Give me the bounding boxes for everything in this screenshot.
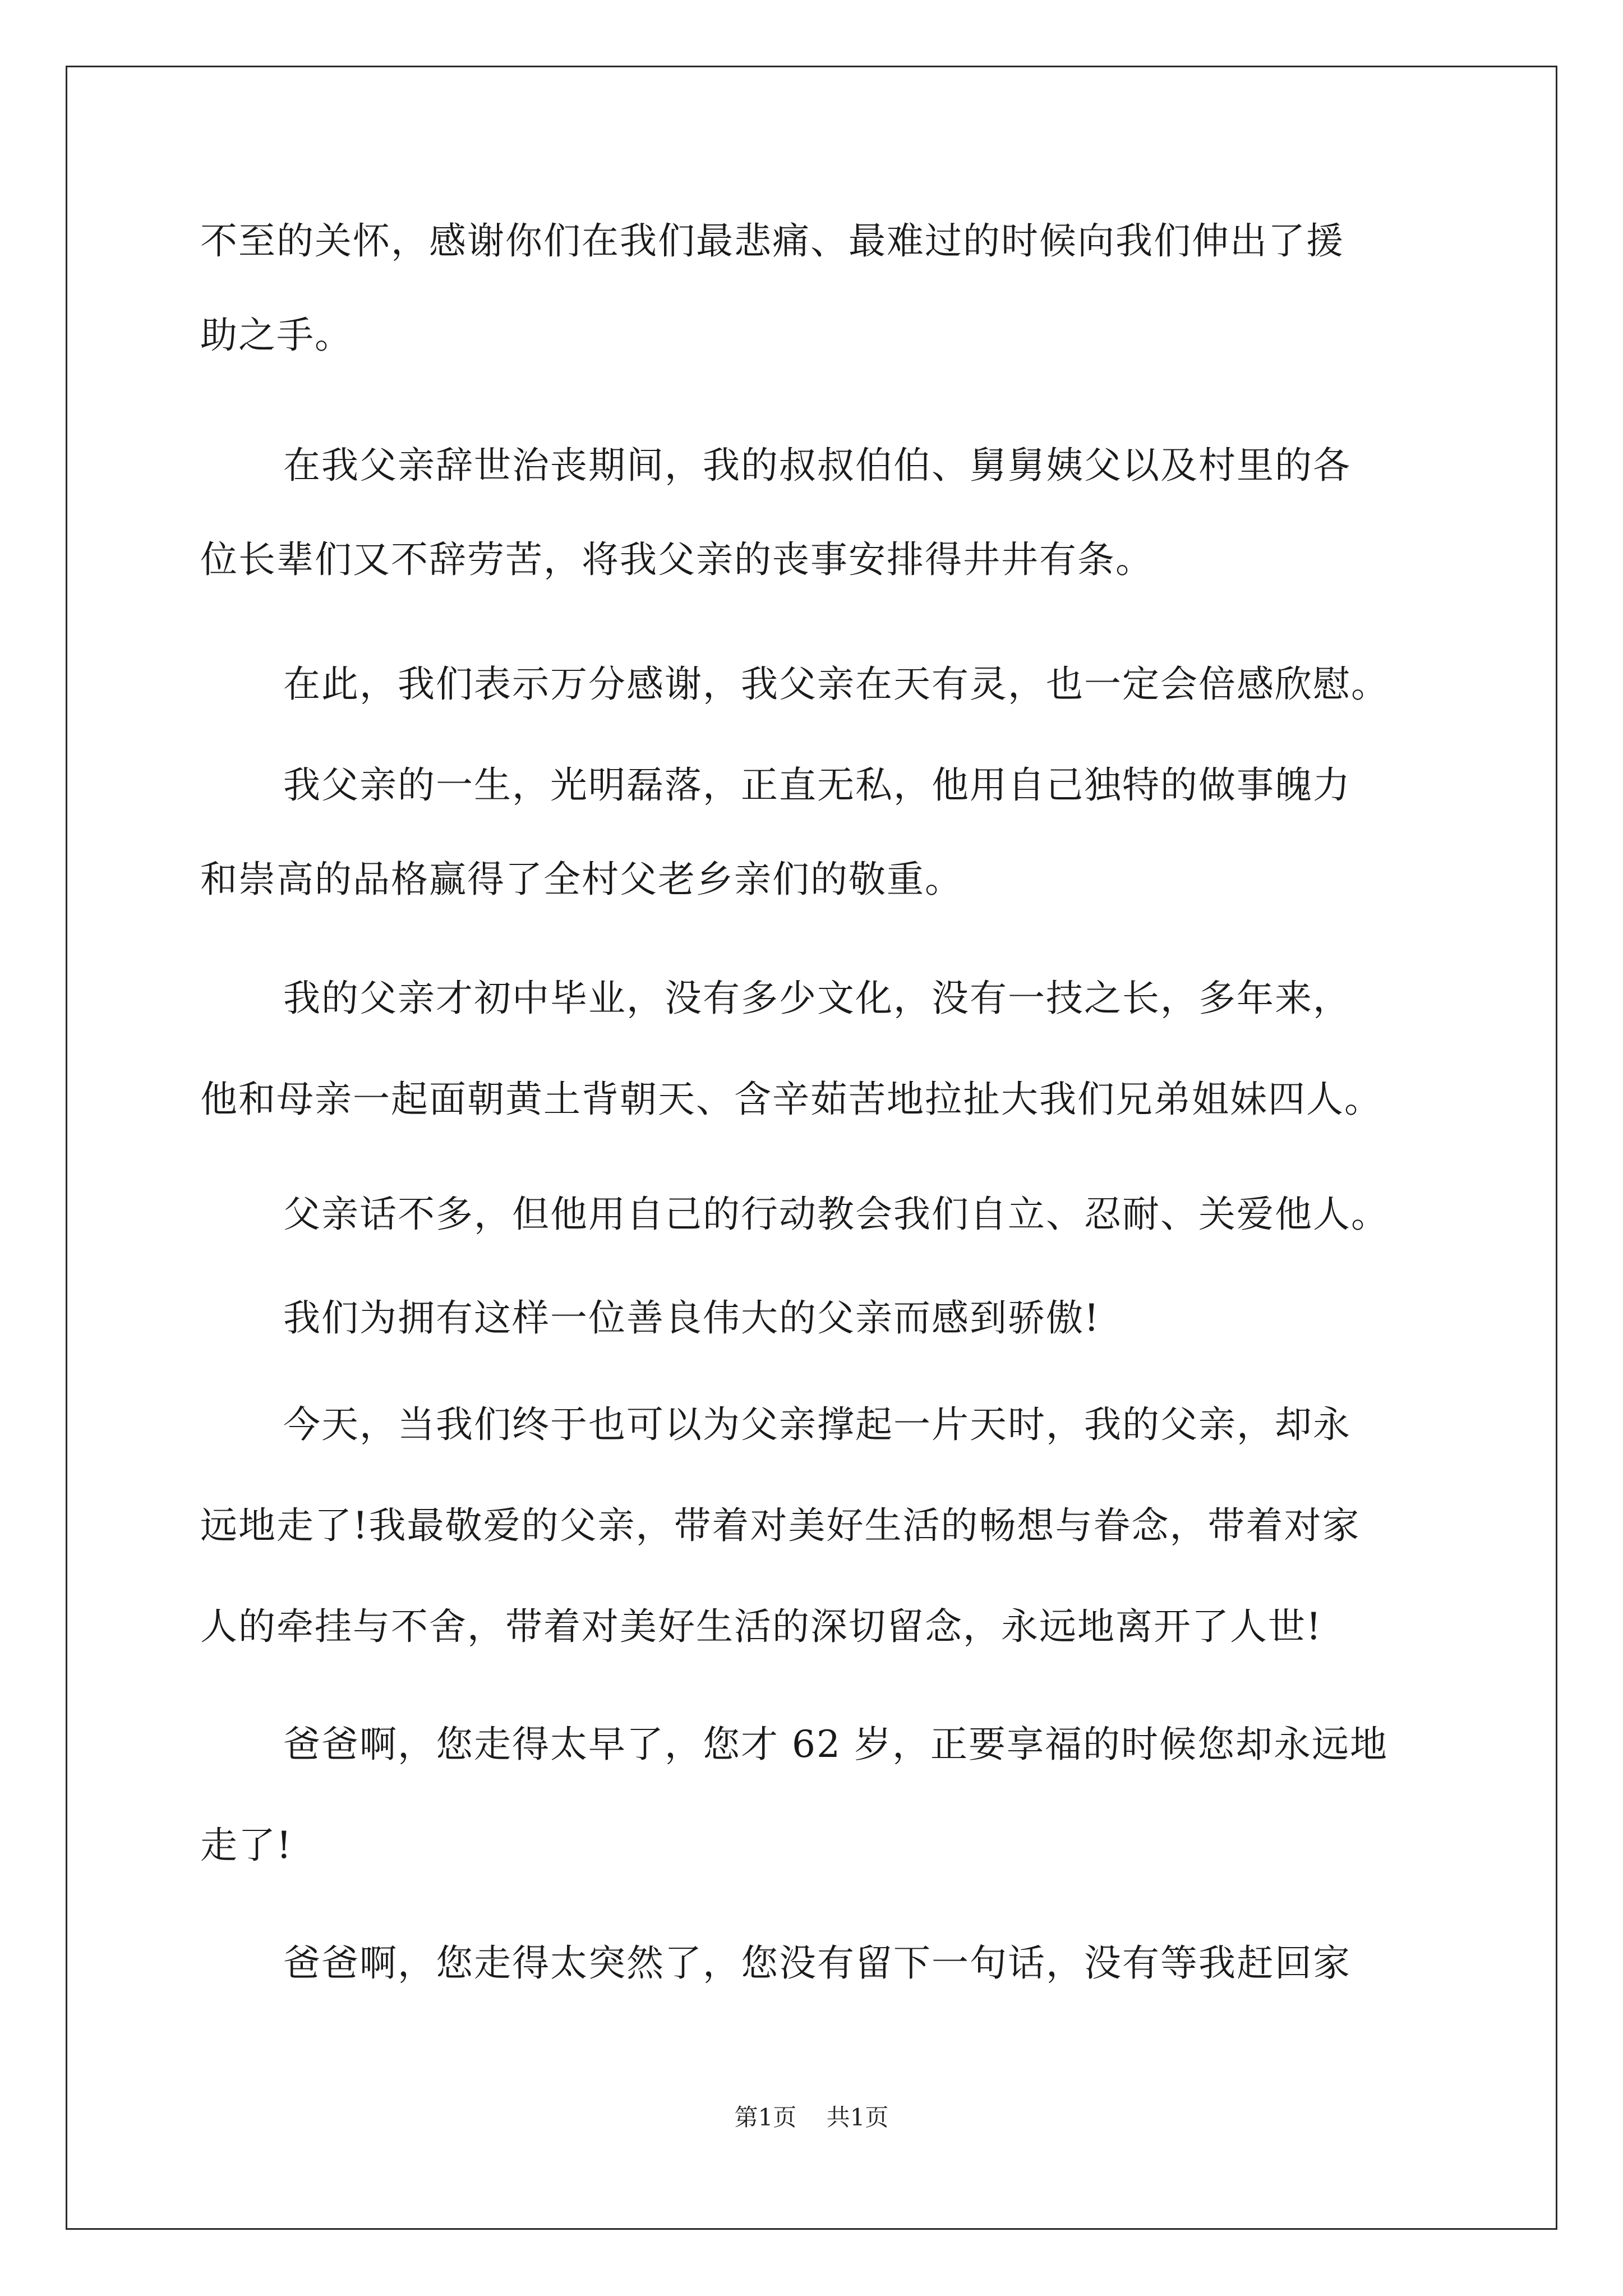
text-line: 助之手。 (200, 314, 353, 357)
text-line: 远地走了!我最敬爱的父亲，带着对美好生活的畅想与眷念，带着对家 (200, 1504, 1361, 1547)
text-line: 我父亲的一生，光明磊落，正直无私，他用自己独特的做事魄力 (283, 763, 1351, 807)
text-line: 不至的关怀，感谢你们在我们最悲痛、最难过的时候向我们伸出了援 (200, 219, 1344, 263)
text-line: 和崇高的品格赢得了全村父老乡亲们的敬重。 (200, 858, 963, 901)
text-line: 人的牵挂与不舍，带着对美好生活的深切留念，永远地离开了人世! (200, 1605, 1322, 1648)
page-footer (0, 2104, 1623, 2132)
text-line: 父亲话不多，但他用自己的行动教会我们自立、忍耐、关爱他人。 (283, 1193, 1389, 1236)
text-line: 我们为拥有这样一位善良伟大的父亲而感到骄傲! (283, 1296, 1100, 1340)
text-line: 走了! (200, 1824, 293, 1867)
page-border (66, 66, 1557, 2230)
text-line: 我的父亲才初中毕业，没有多少文化，没有一技之长，多年来， (283, 977, 1351, 1020)
text-line: 爸爸啊，您走得太突然了，您没有留下一句话，没有等我赶回家 (283, 1941, 1351, 1985)
page-number: 第1页 (734, 2104, 797, 2131)
page-total: 共1页 (826, 2104, 889, 2131)
text-line: 位长辈们又不辞劳苦，将我父亲的丧事安排得井井有条。 (200, 538, 1154, 581)
text-line: 他和母亲一起面朝黄土背朝天、含辛茹苦地拉扯大我们兄弟姐妹四人。 (200, 1078, 1382, 1121)
text-line: 爸爸啊，您走得太早了，您才 62 岁，正要享福的时候您却永远地 (283, 1723, 1388, 1766)
text-line: 在此，我们表示万分感谢，我父亲在天有灵，也一定会倍感欣慰。 (283, 662, 1389, 706)
text-line: 今天，当我们终于也可以为父亲撑起一片天时，我的父亲，却永 (283, 1403, 1351, 1446)
text-line: 在我父亲辞世治丧期间，我的叔叔伯伯、舅舅姨父以及村里的各 (283, 444, 1351, 487)
